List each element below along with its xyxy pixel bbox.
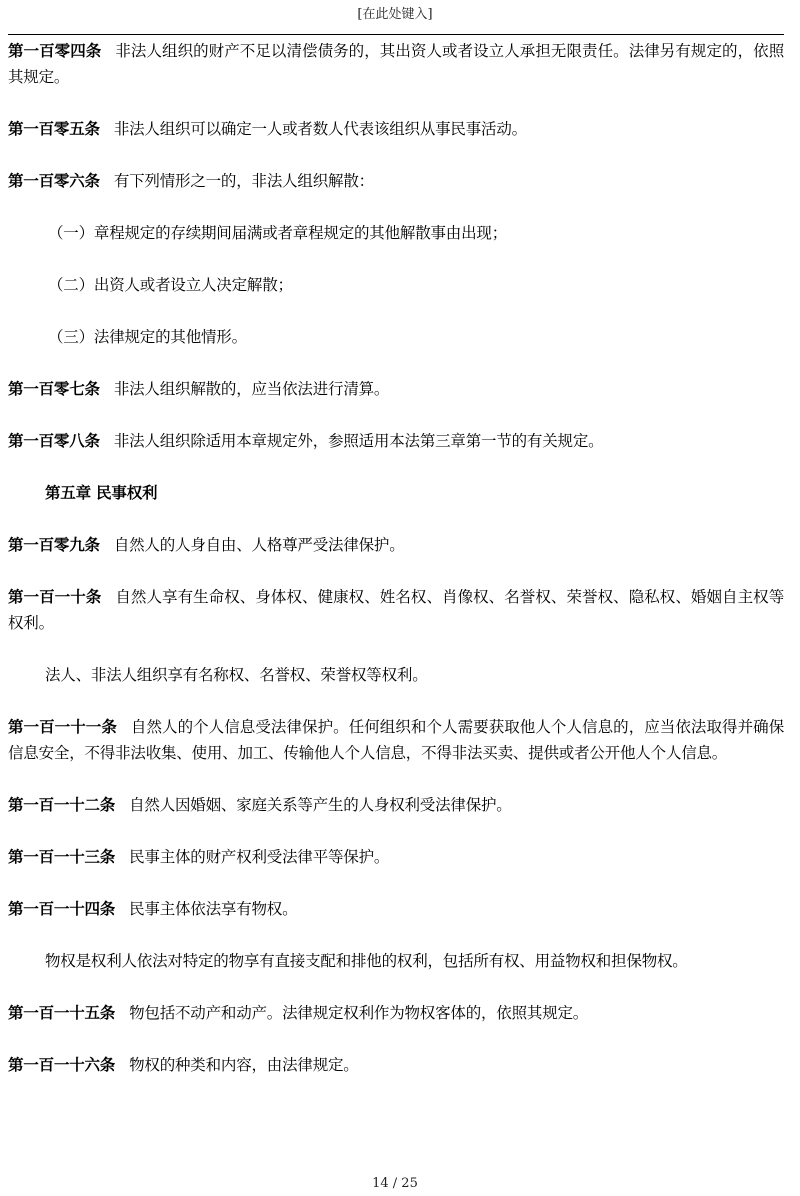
article-text: 非法人组织的财产不足以清偿债务的，其出资人或者设立人承担无限责任。法律另有规定的，依照其规定。 (8, 42, 784, 86)
article-text: 非法人组织除适用本章规定外，参照适用本法第三章第一节的有关规定。 (113, 432, 604, 450)
article-112 (8, 792, 784, 818)
header-placeholder-text: [在此处键入] (357, 7, 433, 22)
article-text: 非法人组织可以确定一人或者数人代表该组织从事民事活动。 (113, 120, 527, 138)
article-113 (8, 844, 784, 870)
article-text: 有下列情形之一的，非法人组织解散： (113, 172, 374, 190)
list-item: （三）法律规定的其他情形。 (48, 328, 247, 346)
article-number: 第一百零八条 (8, 432, 100, 450)
list-item: （一）章程规定的存续期间届满或者章程规定的其他解散事由出现； (48, 224, 508, 242)
article-text: 非法人组织解散的，应当依法进行清算。 (113, 380, 390, 398)
article-number: 第一百零六条 (8, 172, 100, 190)
article-number: 第一百零五条 (8, 120, 100, 138)
article-115 (8, 1000, 784, 1026)
article-107 (8, 376, 784, 402)
article-number: 第一百一十二条 (8, 796, 116, 814)
indented-paragraph: 物权是权利人依法对特定的物享有直接支配和排他的权利，包括所有权、用益物权和担保物权。 (45, 952, 688, 970)
page-number: 14 / 25 (372, 1176, 418, 1191)
list-item: （二）出资人或者设立人决定解散； (48, 276, 293, 294)
article-111 (8, 714, 784, 766)
article-number: 第一百一十六条 (8, 1056, 116, 1074)
article-number: 第一百一十条 (8, 588, 102, 606)
page-header (0, 0, 800, 38)
article-116 (8, 1052, 784, 1078)
article-text: 民事主体依法享有物权。 (129, 900, 298, 918)
article-number: 第一百一十三条 (8, 848, 116, 866)
document-body (8, 38, 784, 1104)
article-108 (8, 428, 784, 454)
chapter-heading: 第五章 民事权利 (45, 484, 158, 502)
article-110 (8, 584, 784, 636)
article-104 (8, 38, 784, 90)
article-text: 自然人的个人信息受法律保护。任何组织和个人需要获取他人个人信息的，应当依法取得并确保信息安全，不得非法收集、使用、加工、传输他人个人信息，不得非法买卖、提供或者公开他人个人信息。 (8, 718, 784, 762)
article-number: 第一百零九条 (8, 536, 100, 554)
article-number: 第一百一十一条 (8, 718, 117, 736)
article-text: 物权的种类和内容，由法律规定。 (129, 1056, 359, 1074)
article-text: 自然人享有生命权、身体权、健康权、姓名权、肖像权、名誉权、荣誉权、隐私权、婚姻自主权等权利。 (8, 588, 784, 632)
article-text: 自然人因婚姻、家庭关系等产生的人身权利受法律保护。 (129, 796, 512, 814)
header-divider (8, 34, 784, 35)
article-number: 第一百一十五条 (8, 1004, 116, 1022)
article-105 (8, 116, 784, 142)
article-text: 民事主体的财产权利受法律平等保护。 (129, 848, 390, 866)
article-number: 第一百零四条 (8, 42, 102, 60)
indented-paragraph: 法人、非法人组织享有名称权、名誉权、荣誉权等权利。 (45, 666, 428, 684)
article-114 (8, 896, 784, 922)
article-text: 物包括不动产和动产。法律规定权利作为物权客体的，依照其规定。 (129, 1004, 589, 1022)
article-number: 第一百一十四条 (8, 900, 116, 918)
article-109 (8, 532, 784, 558)
article-106 (8, 168, 784, 194)
article-text: 自然人的人身自由、人格尊严受法律保护。 (113, 536, 405, 554)
article-number: 第一百零七条 (8, 380, 100, 398)
